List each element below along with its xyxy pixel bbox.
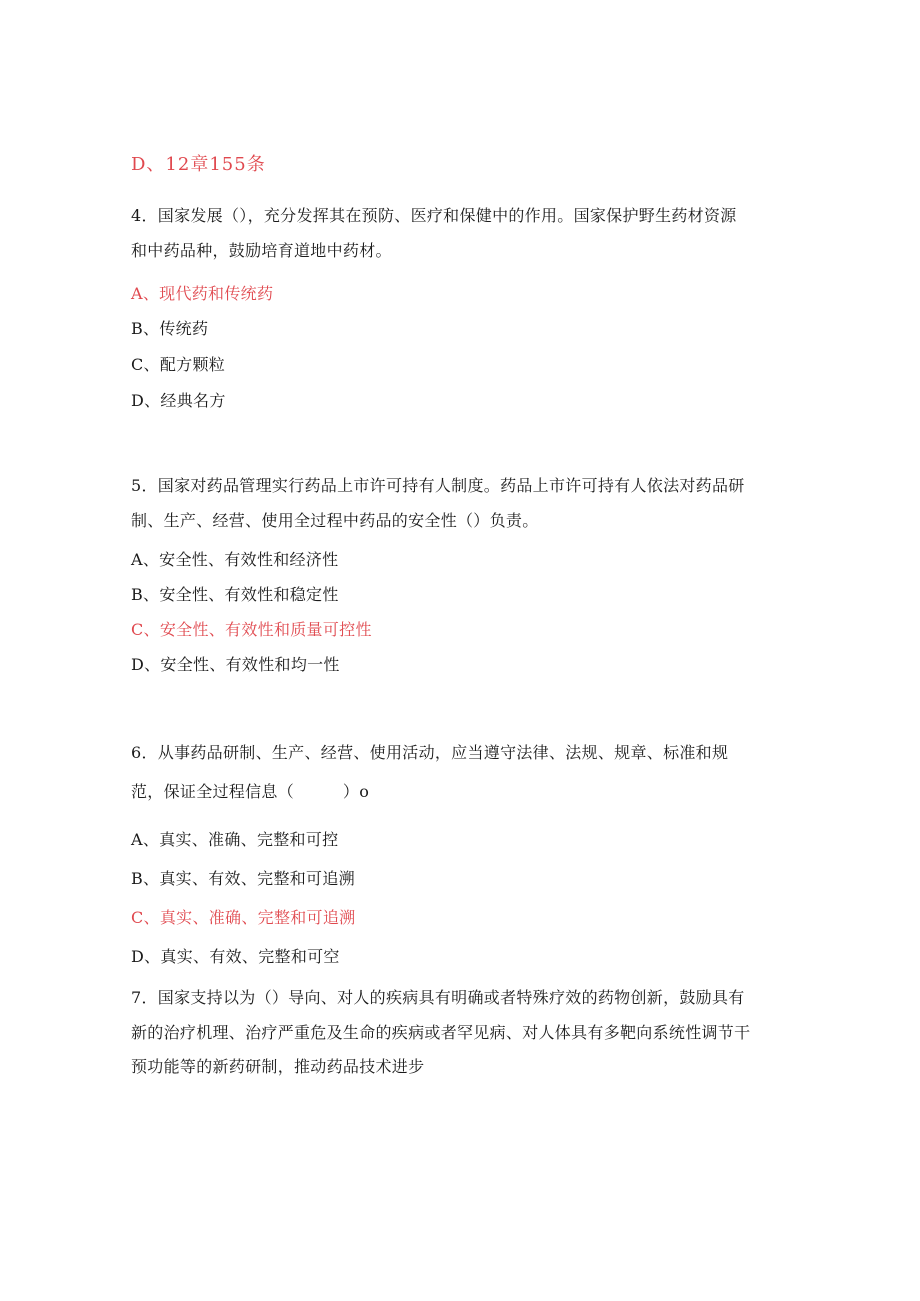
q4-option-d: D、经典名方	[131, 391, 226, 410]
q7-stem-line-1: 7．国家支持以为（）导向、对人的疾病具有明确或者特殊疗效的药物创新，鼓励具有	[131, 988, 745, 1007]
option-d-prev: D、12章155条	[131, 154, 266, 175]
q6-stem-line-2: 范，保证全过程信息（ ）o	[131, 782, 370, 801]
q7-stem-line-2: 新的治疗机理、治疗严重危及生命的疾病或者罕见病、对人体具有多靶向系统性调节干	[131, 1023, 751, 1042]
q6-option-c: C、真实、准确、完整和可追溯	[131, 908, 356, 927]
q5-option-c: C、安全性、有效性和质量可控性	[131, 620, 372, 639]
q5-stem-line-1: 5．国家对药品管理实行药品上市许可持有人制度。药品上市许可持有人依法对药品研	[131, 476, 745, 495]
q4-stem-line-2: 和中药品种，鼓励培育道地中药材。	[131, 241, 392, 260]
q5-stem-line-2: 制、生产、经营、使用全过程中药品的安全性（）负责。	[131, 511, 539, 530]
q5-option-b: B、安全性、有效性和稳定性	[131, 585, 339, 604]
q6-stem-line-1: 6．从事药品研制、生产、经营、使用活动，应当遵守法律、法规、规章、标准和规	[131, 743, 729, 762]
q6-option-a: A、真实、准确、完整和可控	[131, 830, 339, 849]
q6-option-b: B、真实、有效、完整和可追溯	[131, 869, 355, 888]
q5-option-d: D、安全性、有效性和均一性	[131, 655, 340, 674]
q7-stem-line-3: 预功能等的新药研制，推动药品技术进步	[131, 1057, 425, 1076]
q4-option-b: B、传统药	[131, 319, 209, 338]
q5-option-a: A、安全性、有效性和经济性	[131, 550, 339, 569]
q4-stem-line-1: 4．国家发展（），充分发挥其在预防、医疗和保健中的作用。国家保护野生药材资源	[131, 206, 737, 225]
q6-option-d: D、真实、有效、完整和可空	[131, 947, 340, 966]
q4-option-a: A、现代药和传统药	[131, 284, 274, 303]
q4-option-c: C、配方颗粒	[131, 355, 226, 374]
